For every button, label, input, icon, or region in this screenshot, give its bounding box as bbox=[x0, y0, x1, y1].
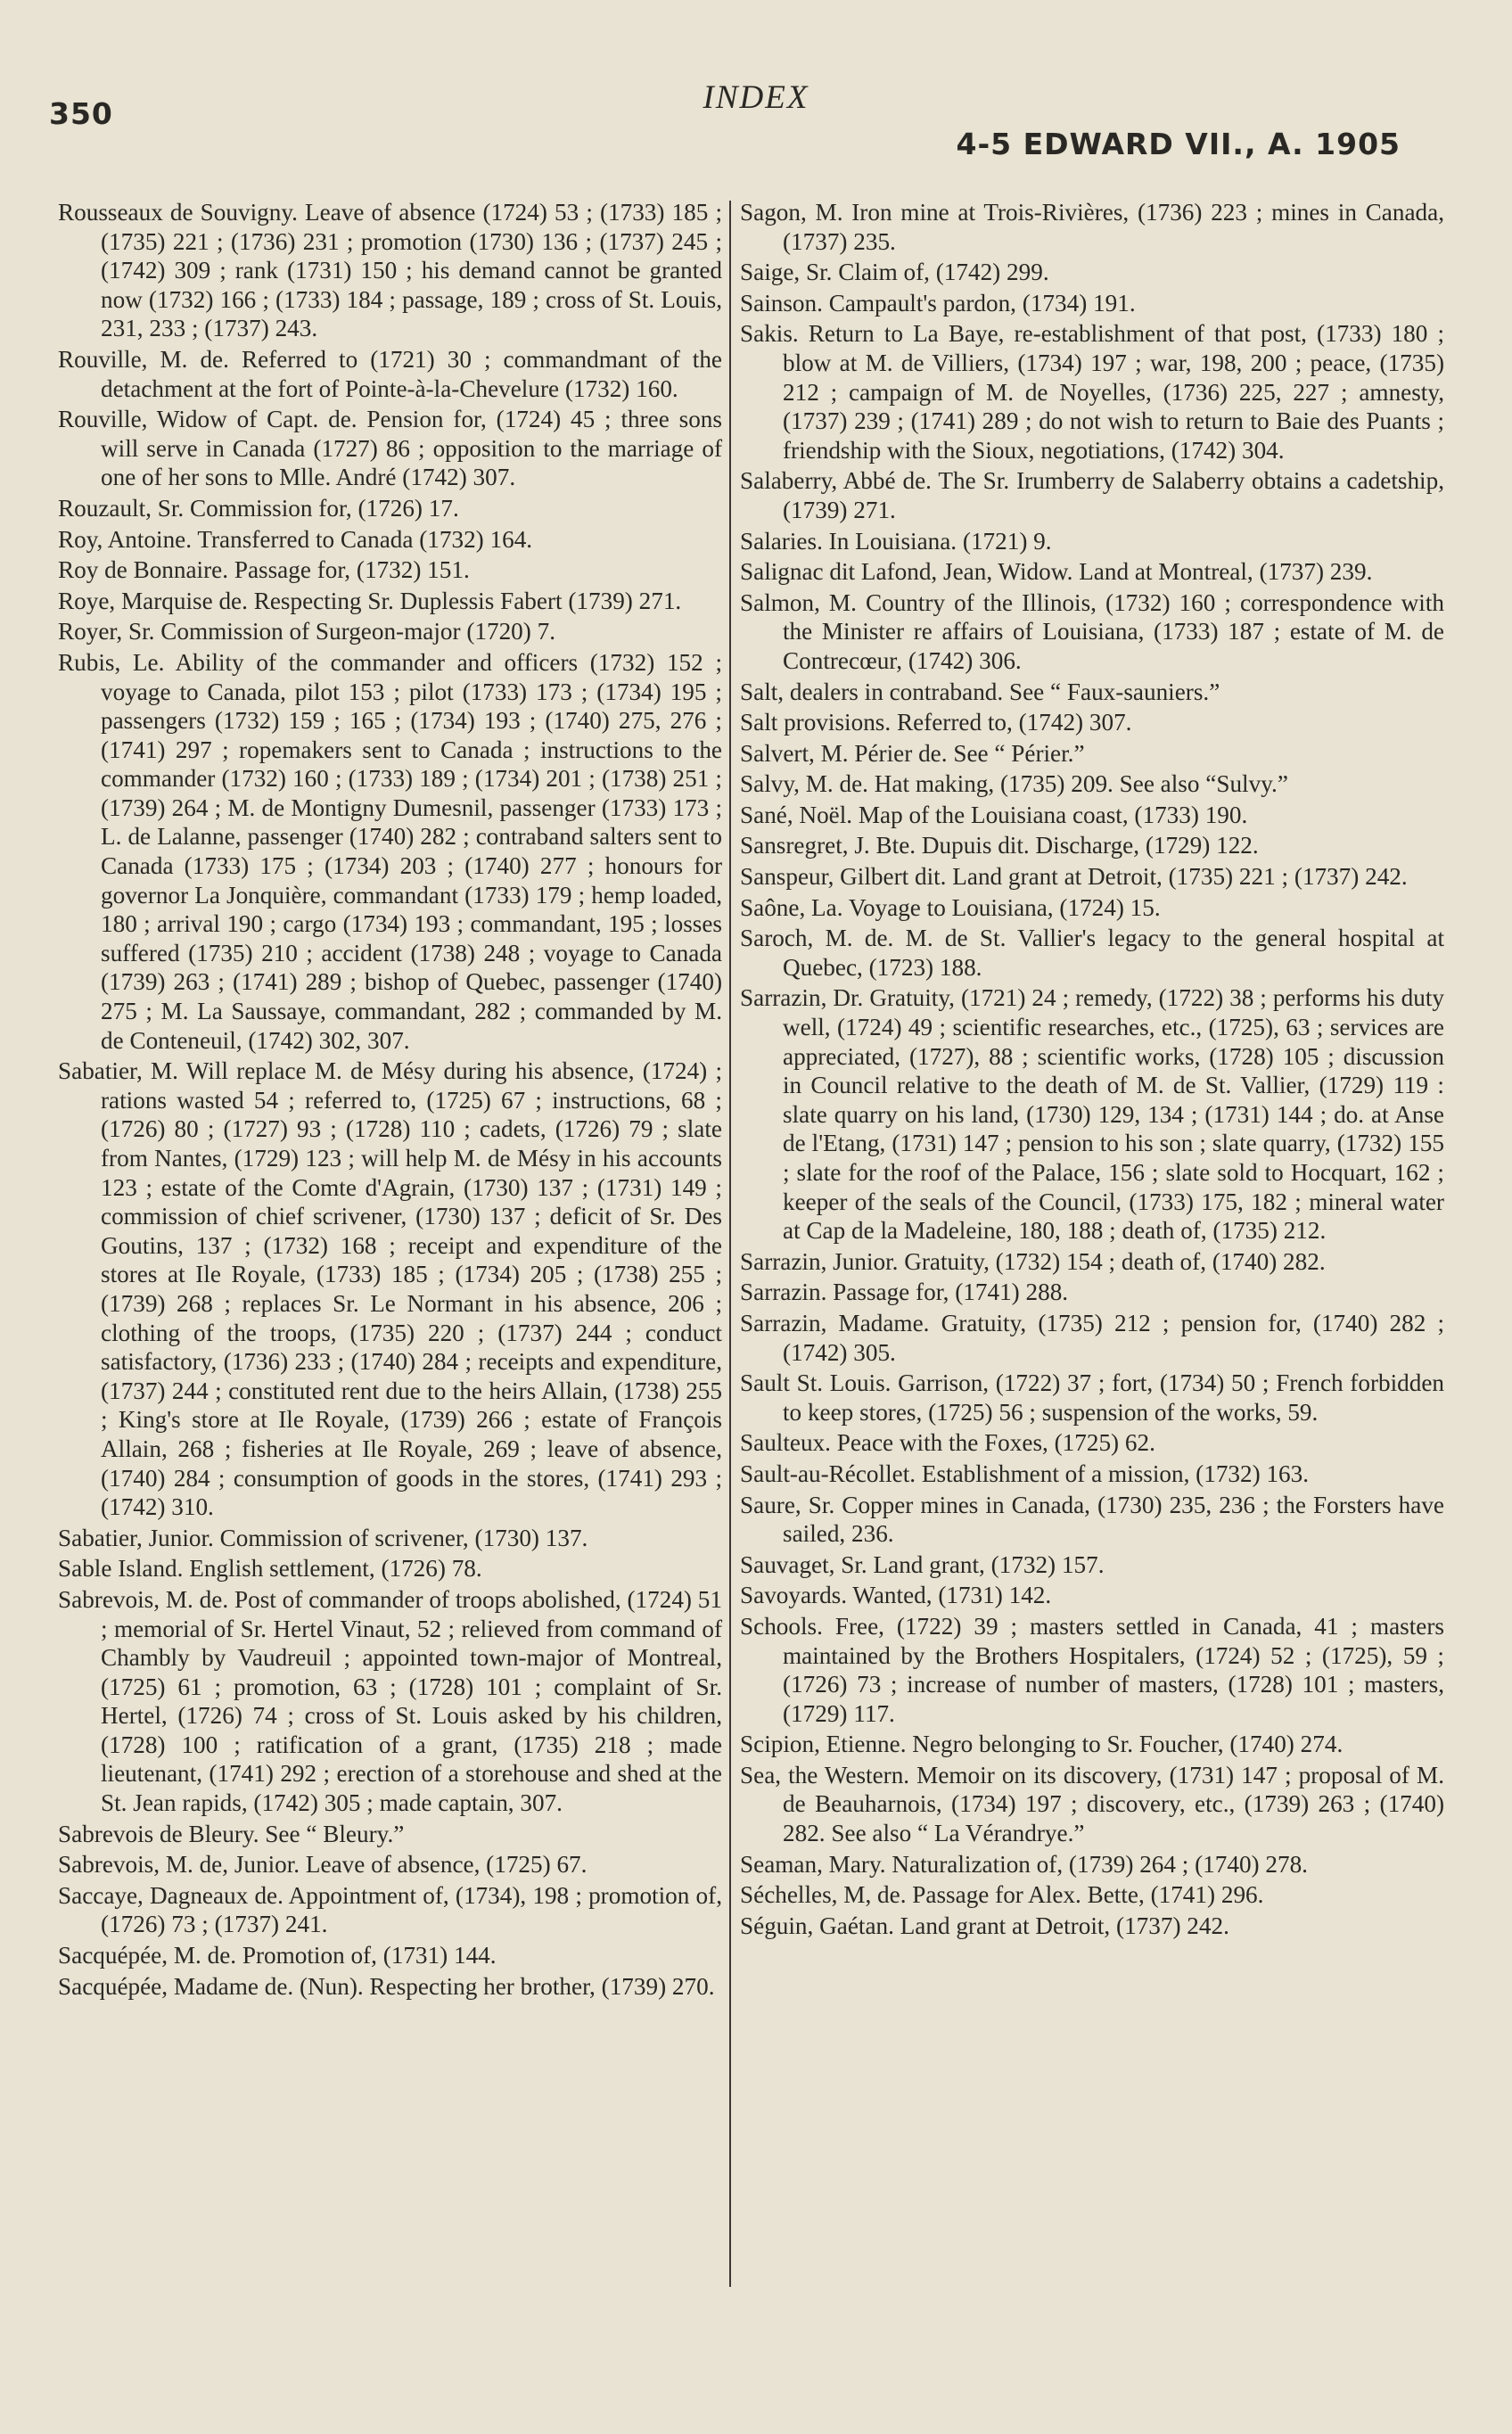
index-entry: Rouzault, Sr. Commission for, (1726) 17. bbox=[58, 494, 459, 522]
index-entry: Rouville, M. de. Referred to (1721) 30 ; commandmant of the detachment at the fort of Pointe-à-la-Chevelure (1732) 160. bbox=[58, 345, 722, 402]
index-entry: Savoyards. Wanted, (1731) 142. bbox=[740, 1582, 1052, 1609]
index-entry: Sacquépée, M. de. Promotion of, (1731) 144. bbox=[58, 1942, 497, 1969]
index-entry: Seaman, Mary. Naturalization of, (1739) 264 ; (1740) 278. bbox=[740, 1850, 1308, 1878]
left-index-column bbox=[58, 198, 722, 2002]
page-number: 350 bbox=[49, 96, 113, 131]
index-entry: Sable Island. English settlement, (1726) 78. bbox=[58, 1555, 482, 1583]
index-entry: Sarrazin, Dr. Gratuity, (1721) 24 ; remedy, (1722) 38 ; performs his duty well, (1724) 49 ; scientific researches, etc., (1725), 63 ; services are appreciated, (1727), 88 ; scientific works, (1728) 105 ; discussion in Council relative to the death of M. de St. Vallier, (1729) 119 : slate quarry on his land, (1730) 129, 134 ; (1731) 144 ; do. at Anse de l'Etang, (1731) 147 ; pension to his son ; slate quarry, (1732) 155 ; slate for the roof of the Palace, 156 ; slate sold to Hocquart, 162 ; keeper of the seals of the Council, (1733) 175, 182 ; mineral water at Cap de la Madeleine, 180, 188 ; death of, (1735) 212. bbox=[740, 984, 1444, 1245]
index-entry: Salmon, M. Country of the Illinois, (1732) 160 ; correspondence with the Minister re affairs of Louisiana, (1733) 187 ; estate of M. de Contrecœur, (1742) 306. bbox=[740, 588, 1444, 674]
index-entry: Sagon, M. Iron mine at Trois-Rivières, (1736) 223 ; mines in Canada, (1737) 235. bbox=[740, 199, 1444, 255]
column-divider bbox=[729, 201, 731, 2287]
index-entry: Salt, dealers in contraband. See “ Faux-sauniers.” bbox=[740, 678, 1220, 705]
index-entry: Sauvaget, Sr. Land grant, (1732) 157. bbox=[740, 1550, 1105, 1578]
index-entry: Sarrazin, Junior. Gratuity, (1732) 154 ; death of, (1740) 282. bbox=[740, 1247, 1326, 1275]
index-entry: Roy de Bonnaire. Passage for, (1732) 151. bbox=[58, 556, 470, 584]
index-entry: Sabrevois de Bleury. See “ Bleury.” bbox=[58, 1820, 405, 1847]
index-entry: Saulteux. Peace with the Foxes, (1725) 62. bbox=[740, 1429, 1155, 1457]
index-entry: Sarrazin, Madame. Gratuity, (1735) 212 ; pension for, (1740) 282 ; (1742) 305. bbox=[740, 1309, 1444, 1366]
index-entry: Sabatier, Junior. Commission of scrivener, (1730) 137. bbox=[58, 1524, 588, 1551]
index-entry: Schools. Free, (1722) 39 ; masters settled in Canada, 41 ; masters maintained by the Brothers Hospitalers, (1724) 52 ; (1725), 59 ; (1726) 73 ; increase of number of masters, (1728) 101 ; masters, (1729) 117. bbox=[740, 1612, 1444, 1727]
session-label: 4-5 EDWARD VII., A. 1905 bbox=[956, 127, 1401, 161]
index-entry: Salaries. In Louisiana. (1721) 9. bbox=[740, 527, 1052, 555]
index-entry: Sanspeur, Gilbert dit. Land grant at Detroit, (1735) 221 ; (1737) 242. bbox=[740, 863, 1408, 891]
index-entry: Salvert, M. Périer de. See “ Périer.” bbox=[740, 739, 1085, 767]
index-entry: Salvy, M. de. Hat making, (1735) 209. See also “Sulvy.” bbox=[740, 770, 1288, 798]
index-entry: Sabrevois, M. de, Junior. Leave of absence, (1725) 67. bbox=[58, 1851, 588, 1879]
index-entry: Saure, Sr. Copper mines in Canada, (1730) 235, 236 ; the Forsters have sailed, 236. bbox=[740, 1491, 1444, 1548]
index-entry: Roy, Antoine. Transferred to Canada (1732) 164. bbox=[58, 525, 533, 553]
index-entry: Sault St. Louis. Garrison, (1722) 37 ; fort, (1734) 50 ; French forbidden to keep stores, (1725) 56 ; suspension of the works, 59. bbox=[740, 1369, 1444, 1426]
index-entry: Sacquépée, Madame de. (Nun). Respecting her brother, (1739) 270. bbox=[58, 1972, 715, 2000]
index-entry: Sea, the Western. Memoir on its discovery, (1731) 147 ; proposal of M. de Beauharnois, (1734) 197 ; discovery, etc., (1739) 263 ; (1740) 282. See also “ La Vérandrye.” bbox=[740, 1761, 1444, 1847]
index-entry: Rubis, Le. Ability of the commander and officers (1732) 152 ; voyage to Canada, pilot 153 ; pilot (1733) 173 ; (1734) 195 ; passengers (1732) 159 ; 165 ; (1734) 193 ; (1740) 275, 276 ; (1741) 297 ; ropemakers sent to Canada ; instructions to the commander (1732) 160 ; (1733) 189 ; (1734) 201 ; (1738) 251 ; (1739) 264 ; M. de Montigny Dumesnil, passenger (1733) 173 ; L. de Lalanne, passenger (1740) 282 ; contraband salters sent to Canada (1733) 175 ; (1734) 203 ; (1740) 277 ; honours for governor La Jonquière, commandant (1733) 179 ; hemp loaded, 180 ; arrival 190 ; cargo (1734) 193 ; commandant, 195 ; losses suffered (1735) 210 ; accident (1738) 248 ; voyage to Canada (1739) 263 ; (1741) 289 ; bishop of Quebec, passenger (1740) 275 ; M. La Saussaye, commandant, 282 ; commanded by M. de Conteneuil, (1742) 302, 307. bbox=[58, 648, 722, 1054]
index-entry: Saône, La. Voyage to Louisiana, (1724) 15. bbox=[740, 893, 1161, 921]
index-entry: Saccaye, Dagneaux de. Appointment of, (1734), 198 ; promotion of, (1726) 73 ; (1737) 241. bbox=[58, 1881, 722, 1938]
index-entry: Sansregret, J. Bte. Dupuis dit. Discharge, (1729) 122. bbox=[740, 832, 1259, 859]
index-entry: Salignac dit Lafond, Jean, Widow. Land at Montreal, (1737) 239. bbox=[740, 558, 1373, 586]
index-entry: Sabrevois, M. de. Post of commander of troops abolished, (1724) 51 ; memorial of Sr. Hertel Vinaut, 52 ; relieved from command of Chambly by Vaudreuil ; appointed town-major of Montreal, (1725) 61 ; promotion, 63 ; (1728) 101 ; complaint of Sr. Hertel, (1726) 74 ; cross of St. Louis asked by his children, (1728) 100 ; ratification of a grant, (1735) 218 ; made lieutenant, (1741) 292 ; erection of a storehouse and shed at the St. Jean rapids, (1742) 305 ; made captain, 307. bbox=[58, 1585, 722, 1817]
index-entry: Séguin, Gaétan. Land grant at Detroit, (1737) 242. bbox=[740, 1912, 1229, 1939]
index-entry: Salt provisions. Referred to, (1742) 307. bbox=[740, 709, 1132, 736]
index-entry: Sakis. Return to La Baye, re-establishment of that post, (1733) 180 ; blow at M. de Villiers, (1734) 197 ; war, 198, 200 ; peace, (1735) 212 ; campaign of M. de Noyelles, (1736) 225, 227 ; amnesty, (1737) 239 ; (1741) 289 ; do not wish to return to Baie des Puants ; friendship with the Sioux, negotiations, (1742) 304. bbox=[740, 320, 1444, 464]
index-entry: Royer, Sr. Commission of Surgeon-major (1720) 7. bbox=[58, 618, 555, 646]
index-entry: Salaberry, Abbé de. The Sr. Irumberry de Salaberry obtains a cadetship, (1739) 271. bbox=[740, 467, 1444, 523]
index-entry: Rouville, Widow of Capt. de. Pension for, (1724) 45 ; three sons will serve in Canada (1727) 86 ; opposition to the marriage of one of her sons to Mlle. André (1742) 307. bbox=[58, 406, 722, 491]
index-entry: Rousseaux de Souvigny. Leave of absence (1724) 53 ; (1733) 185 ; (1735) 221 ; (1736) 231 ; promotion (1730) 136 ; (1737) 245 ; (1742) 309 ; rank (1731) 150 ; his demand cannot be granted now (1732) 166 ; (1733) 184 ; passage, 189 ; cross of St. Louis, 231, 233 ; (1737) 243. bbox=[58, 199, 722, 342]
index-entry: Saige, Sr. Claim of, (1742) 299. bbox=[740, 259, 1049, 286]
index-entry: Sault-au-Récollet. Establishment of a mission, (1732) 163. bbox=[740, 1460, 1310, 1487]
index-entry: Scipion, Etienne. Negro belonging to Sr. Foucher, (1740) 274. bbox=[740, 1731, 1344, 1758]
index-entry: Sané, Noël. Map of the Louisiana coast, (1733) 190. bbox=[740, 801, 1248, 828]
right-index-column bbox=[740, 198, 1444, 1942]
index-entry: Saroch, M. de. M. de St. Vallier's legacy to the general hospital at Quebec, (1723) 188. bbox=[740, 925, 1444, 981]
index-entry: Roye, Marquise de. Respecting Sr. Duplessis Fabert (1739) 271. bbox=[58, 587, 682, 614]
running-head: INDEX bbox=[703, 79, 809, 116]
index-entry: Séchelles, M, de. Passage for Alex. Bette, (1741) 296. bbox=[740, 1881, 1264, 1909]
index-entry: Sainson. Campault's pardon, (1734) 191. bbox=[740, 289, 1136, 317]
index-entry: Sabatier, M. Will replace M. de Mésy during his absence, (1724) ; rations wasted 54 ; referred to, (1725) 67 ; instructions, 68 ; (1726) 80 ; (1727) 93 ; (1728) 110 ; cadets, (1726) 79 ; slate from Nantes, (1729) 123 ; will help M. de Mésy in his accounts 123 ; estate of the Comte d'Agrain, (1730) 137 ; (1731) 149 ; commission of chief scrivener, (1730) 137 ; deficit of Sr. Des Goutins, 137 ; (1732) 168 ; receipt and expenditure of the stores at Ile Royale, (1733) 185 ; (1734) 205 ; (1738) 255 ; (1739) 268 ; replaces Sr. Le Normant in his absence, 206 ; clothing of the troops, (1735) 220 ; (1737) 244 ; conduct satisfactory, (1736) 233 ; (1740) 284 ; receipts and expenditure, (1737) 244 ; constituted rent due to the heirs Allain, (1738) 255 ; King's store at Ile Royale, (1739) 266 ; estate of François Allain, 268 ; fisheries at Ile Royale, 269 ; leave of absence, (1740) 284 ; consumption of goods in the stores, (1741) 293 ; (1742) 310. bbox=[58, 1057, 722, 1521]
index-entry: Sarrazin. Passage for, (1741) 288. bbox=[740, 1279, 1069, 1306]
